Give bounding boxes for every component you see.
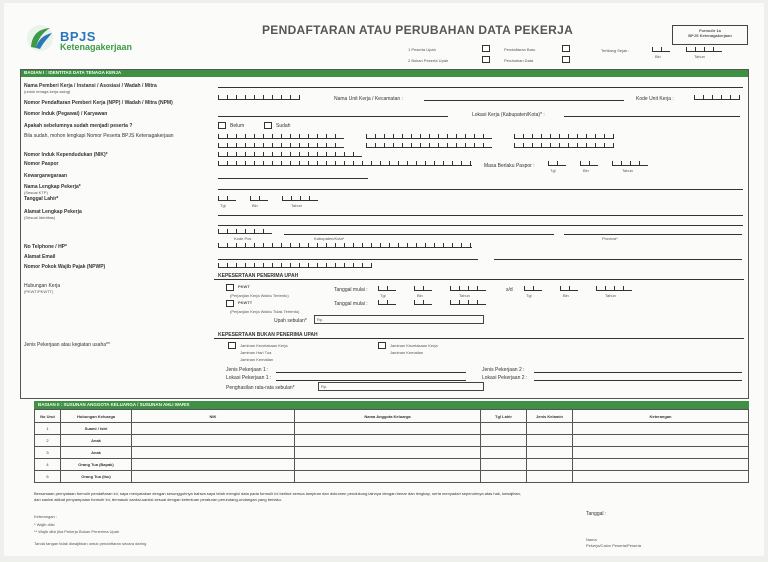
checkbox-jkk2[interactable] bbox=[378, 342, 386, 349]
th-no: No Urut bbox=[35, 410, 61, 423]
mulai-part-bln: Bln bbox=[417, 293, 423, 298]
lahir-part-thn: Tahun bbox=[291, 203, 302, 208]
th-tgl-lahir: Tgl Lahir bbox=[481, 410, 527, 423]
paspor-part-bln: Bln bbox=[583, 168, 589, 173]
row-tgl[interactable] bbox=[481, 471, 527, 483]
input-mulai-tgl[interactable] bbox=[378, 286, 396, 291]
note-wajib-bpu: ** Wajib diisi jika Pekerja Bukan Penerima Upah bbox=[34, 529, 120, 534]
signature-name: Nama bbox=[586, 537, 597, 542]
row-jk[interactable] bbox=[527, 435, 573, 447]
signature-role: Pekerja/Calon Peserta/Peserta bbox=[586, 543, 641, 548]
label-tgl-mulai-1: Tanggal mulai : bbox=[334, 287, 368, 293]
checkbox-peserta-upah[interactable] bbox=[482, 45, 490, 52]
mulai-part-thn: Tahun bbox=[459, 293, 470, 298]
note-pkwt: (PKWT/PKWTT) bbox=[24, 289, 54, 294]
form-code-1: Formulir 1a bbox=[699, 28, 721, 33]
label-paspor: Nomor Paspor bbox=[24, 161, 59, 167]
label-penghasilan: Penghasilan rata-rata sebulan* bbox=[226, 385, 295, 391]
label-sudah-peserta: Apakah sebelumnya sudah menjadi peserta ? bbox=[24, 123, 133, 129]
input-paspor-thn[interactable] bbox=[612, 161, 648, 166]
input-kode-unit[interactable] bbox=[694, 95, 740, 100]
label-telepon: No Telphone / HP* bbox=[24, 244, 67, 250]
row-tgl[interactable] bbox=[481, 459, 527, 471]
input-mulai-bln[interactable] bbox=[414, 286, 432, 291]
input-kewarganegaraan[interactable] bbox=[218, 178, 368, 179]
date-month-input[interactable] bbox=[652, 47, 670, 52]
input-alamat-1[interactable] bbox=[218, 215, 743, 216]
note-sesuai-identitas: (Sesuai Identitas) bbox=[24, 215, 56, 220]
input-akhir-tgl[interactable] bbox=[524, 286, 542, 291]
input-mulai2-thn[interactable] bbox=[450, 300, 486, 305]
option-jkk: Jaminan Kecelakaan Kerja bbox=[240, 343, 288, 348]
checkbox-pendaftaran-baru[interactable] bbox=[562, 45, 570, 52]
label-unit-kerja: Nama Unit Kerja / Kecamatan : bbox=[334, 96, 403, 102]
rp-prefix: Rp. bbox=[317, 317, 324, 322]
label-email: Alamat Email bbox=[24, 254, 56, 260]
row-hubungan: Anak bbox=[61, 447, 132, 459]
option-belum: Belum bbox=[230, 123, 245, 129]
date-year-input[interactable] bbox=[686, 47, 722, 52]
input-mulai2-tgl[interactable] bbox=[378, 300, 396, 305]
input-lahir-tgl[interactable] bbox=[218, 196, 236, 201]
form-page bbox=[4, 3, 764, 556]
option-jkm: Jaminan Kematian bbox=[240, 357, 274, 362]
section1-header: BAGIAN I : IDENTITAS DATA TENAGA KERJA bbox=[20, 69, 749, 77]
form-code-box bbox=[672, 25, 748, 45]
label-nama-pekerja: Nama Lengkap Pekerja* bbox=[24, 184, 81, 190]
label-nomor-peserta: Bila sudah, mohon lengkapi Nomor Peserta BPJS Ketenagakerjaan bbox=[24, 133, 174, 139]
label-kode-pos: Kode Pos bbox=[234, 236, 252, 241]
input-paspor-tgl[interactable] bbox=[548, 161, 566, 166]
option-jkk2: Jaminan Kecelakaan Kerja bbox=[390, 343, 438, 348]
input-nik[interactable] bbox=[218, 152, 362, 157]
option-jkm2: Jaminan Kematian bbox=[390, 350, 424, 355]
row-no: 5 bbox=[35, 471, 61, 483]
input-paspor-bln[interactable] bbox=[580, 161, 598, 166]
option-perubahan-data: Perubahan Data bbox=[504, 58, 534, 63]
input-akhir-bln[interactable] bbox=[560, 286, 578, 291]
option-peserta-upah: 1 Peserta Upah bbox=[408, 47, 436, 52]
input-npwp[interactable] bbox=[218, 263, 372, 268]
row-no: 2 bbox=[35, 435, 61, 447]
keterangan-label: Keterangan : bbox=[34, 514, 57, 519]
th-nik: NIK bbox=[132, 410, 295, 423]
note-pkwt-desc: (Perjanjian Kerja Waktu Tertentu) bbox=[230, 293, 289, 298]
input-upah-sebulan[interactable] bbox=[314, 315, 484, 324]
row-nik[interactable] bbox=[132, 471, 295, 483]
checkbox-pkwt[interactable] bbox=[226, 284, 234, 291]
label-kode-unit: Kode Unit Kerja : bbox=[636, 96, 674, 102]
checkbox-sudah[interactable] bbox=[264, 122, 272, 129]
table-row bbox=[35, 435, 749, 447]
label-npp: Nomor Pendaftaran Pemberi Kerja (NPP) / Wadah / Mitra (NPM) bbox=[24, 100, 173, 106]
row-nama[interactable] bbox=[295, 471, 481, 483]
input-nomor-peserta-1[interactable] bbox=[218, 134, 344, 139]
row-hubungan: Orang Tua (Bapak) bbox=[61, 459, 132, 471]
label-lp2: Lokasi Pekerjaan 2 : bbox=[482, 375, 528, 381]
label-nama-pemberi: Nama Pemberi Kerja / Instansi / Asosiasi / Wadah / Mitra bbox=[24, 83, 157, 89]
row-hubungan: Anak bbox=[61, 435, 132, 447]
input-jp1[interactable] bbox=[276, 372, 466, 373]
label-jenis-pekerjaan: Jenis Pekerjaan atau kegiatan usaha** bbox=[24, 342, 110, 348]
row-tgl[interactable] bbox=[481, 447, 527, 459]
input-nomor-peserta-6[interactable] bbox=[514, 143, 614, 148]
bpjs-logo bbox=[24, 23, 174, 57]
row-no: 3 bbox=[35, 447, 61, 459]
row-hubungan: Suami / Istri bbox=[61, 423, 132, 435]
section2-header: BAGIAN II : SUSUNAN ANGGOTA KELUARGA / SUSUNAN AHLI WARIS bbox=[34, 401, 749, 409]
input-lahir-thn[interactable] bbox=[282, 196, 318, 201]
input-lokasi-kerja[interactable] bbox=[564, 116, 740, 117]
th-keterangan: Keterangan bbox=[573, 410, 749, 423]
label-hubungan-kerja: Hubungan Kerja bbox=[24, 283, 61, 289]
table-row bbox=[35, 471, 749, 483]
family-table-header bbox=[35, 410, 749, 423]
row-no: 1 bbox=[35, 423, 61, 435]
form-title: PENDAFTARAN ATAU PERUBAHAN DATA PEKERJA bbox=[262, 23, 574, 37]
akhir-part-tgl: Tgl bbox=[526, 293, 532, 298]
note-tanda-tangan: Tanda tangan tidak diwajibkan untuk pendaftaran secara daring bbox=[34, 541, 147, 546]
label-kabkota: Kabupaten/Kota* bbox=[314, 236, 345, 241]
row-nik[interactable] bbox=[132, 447, 295, 459]
option-pendaftaran-baru: Pendaftaran Baru bbox=[504, 47, 536, 52]
label-lokasi-kerja: Lokasi Kerja (Kabupaten/Kota)* : bbox=[472, 112, 545, 118]
label-alamat: Alamat Lengkap Pekerja bbox=[24, 209, 82, 215]
row-tgl[interactable] bbox=[481, 435, 527, 447]
input-alamat-2[interactable] bbox=[218, 225, 743, 226]
option-pkwtt: PKWTT bbox=[238, 300, 253, 305]
input-email-1[interactable] bbox=[218, 259, 478, 260]
row-tgl[interactable] bbox=[481, 423, 527, 435]
table-row bbox=[35, 423, 749, 435]
label-kewarganegaraan: Kewarganegaraan bbox=[24, 173, 68, 179]
family-table bbox=[34, 409, 749, 483]
akhir-part-thn: Tahun bbox=[605, 293, 616, 298]
checkbox-pkwtt[interactable] bbox=[226, 300, 234, 307]
label-upah-sebulan: Upah sebulan* bbox=[274, 318, 307, 324]
label-jp2: Jenis Pekerjaan 2 : bbox=[482, 367, 525, 373]
input-mulai2-bln[interactable] bbox=[414, 300, 432, 305]
input-nomor-peserta-2[interactable] bbox=[366, 134, 492, 139]
logo-text: BPJS bbox=[60, 29, 96, 44]
checkbox-bukan-peserta[interactable] bbox=[482, 56, 490, 63]
rp-prefix-2: Rp. bbox=[321, 384, 328, 389]
input-mulai-thn[interactable] bbox=[450, 286, 486, 291]
option-jht: Jaminan Hari Tua bbox=[240, 350, 272, 355]
input-nomor-induk[interactable] bbox=[218, 116, 448, 117]
label-provinsi: Provinsi* bbox=[602, 236, 618, 241]
form-code-2: BPJS Ketenagakerjaan bbox=[688, 33, 732, 38]
row-nik[interactable] bbox=[132, 459, 295, 471]
table-row bbox=[35, 459, 749, 471]
input-kabkota[interactable] bbox=[284, 234, 554, 235]
input-provinsi[interactable] bbox=[564, 234, 742, 235]
input-nomor-peserta-5[interactable] bbox=[366, 143, 492, 148]
input-email-2[interactable] bbox=[494, 259, 742, 260]
upah-title: KEPESERTAAN PENERIMA UPAH bbox=[218, 273, 299, 279]
checkbox-belum[interactable] bbox=[218, 122, 226, 129]
option-bukan-peserta: 2 Bukan Peserta Upah bbox=[408, 58, 449, 63]
th-nama: Nama Anggota Keluarga bbox=[295, 410, 481, 423]
upah-title-rule bbox=[214, 279, 744, 280]
input-nama-pekerja[interactable] bbox=[218, 189, 743, 190]
th-jenis-kelamin: Jenis Kelamin bbox=[527, 410, 573, 423]
label-nomor-induk: Nomor Induk (Pegawai) / Karyawan bbox=[24, 111, 108, 117]
row-jk[interactable] bbox=[527, 423, 573, 435]
input-unit-kerja[interactable] bbox=[424, 100, 624, 101]
input-lahir-bln[interactable] bbox=[250, 196, 268, 201]
label-nik: Nomor Induk Kependudukan (NIK)* bbox=[24, 152, 108, 158]
logo-subtext: Ketenagakerjaan bbox=[60, 42, 133, 52]
row-ket[interactable] bbox=[573, 471, 749, 483]
lahir-part-tgl: Tgl bbox=[220, 203, 226, 208]
row-nama[interactable] bbox=[295, 435, 481, 447]
input-npp[interactable] bbox=[218, 95, 300, 100]
label-npwp: Nomor Pokok Wajib Pajak (NPWP) bbox=[24, 264, 106, 270]
option-sudah: Sudah bbox=[276, 123, 291, 129]
th-hubungan: Hubungan Keluarga bbox=[61, 410, 132, 423]
label-masa-paspor: Masa Berlaku Paspor : bbox=[484, 163, 535, 169]
date-part-tahun: Tahun bbox=[694, 54, 705, 59]
input-nomor-peserta-3[interactable] bbox=[514, 134, 614, 139]
row-jk[interactable] bbox=[527, 447, 573, 459]
input-telepon[interactable] bbox=[218, 243, 472, 248]
row-nama[interactable] bbox=[295, 423, 481, 435]
input-nama-pemberi[interactable] bbox=[218, 87, 743, 88]
table-row bbox=[35, 447, 749, 459]
bpu-title-rule bbox=[214, 338, 744, 339]
row-nama[interactable] bbox=[295, 447, 481, 459]
row-ket[interactable] bbox=[573, 459, 749, 471]
input-kode-pos[interactable] bbox=[218, 229, 272, 234]
row-nik[interactable] bbox=[132, 435, 295, 447]
input-lp1[interactable] bbox=[276, 380, 466, 381]
bpjs-logo-icon bbox=[24, 23, 56, 53]
tanggal-label: Tanggal : bbox=[586, 511, 607, 517]
row-ket[interactable] bbox=[573, 435, 749, 447]
input-penghasilan[interactable] bbox=[318, 382, 484, 391]
label-tanggal-lahir: Tanggal Lahir* bbox=[24, 196, 59, 202]
input-jp2[interactable] bbox=[534, 372, 742, 373]
checkbox-perubahan-data[interactable] bbox=[562, 56, 570, 63]
option-pkwt: PKWT bbox=[238, 284, 250, 289]
label-jp1: Jenis Pekerjaan 1 : bbox=[226, 367, 269, 373]
statement-text-2: dan sanksi akibat penyampaian formulir ini, termasuk sanksi-sanksi sesuai dengan ketentuan peraturan perundang-undangan yang berlaku. bbox=[34, 497, 282, 502]
input-nomor-peserta-4[interactable] bbox=[218, 143, 344, 148]
row-ket[interactable] bbox=[573, 447, 749, 459]
paspor-part-thn: Tahun bbox=[622, 168, 633, 173]
input-lp2[interactable] bbox=[534, 380, 742, 381]
row-nama[interactable] bbox=[295, 459, 481, 471]
date-part-bln: Bln bbox=[655, 54, 661, 59]
input-akhir-thn[interactable] bbox=[596, 286, 632, 291]
label-tgl-mulai-2: Tanggal mulai : bbox=[334, 301, 368, 307]
row-hubungan: Orang Tua (Ibu) bbox=[61, 471, 132, 483]
label-sd: s/d bbox=[506, 287, 513, 293]
akhir-part-bln: Bln bbox=[563, 293, 569, 298]
paspor-part-tgl: Tgl bbox=[550, 168, 556, 173]
bpu-title: KEPESERTAAN BUKAN PENERIMA UPAH bbox=[218, 332, 318, 338]
date-label: Tertilang Sejak : bbox=[601, 48, 630, 53]
row-jk[interactable] bbox=[527, 471, 573, 483]
note-wajib: * Wajib diisi bbox=[34, 522, 55, 527]
statement-text: Bersamaan pernyataan formulir pendaftaran ini, saya menyatakan dengan sesungguhnya bahwa saya telah mengisi data pada formulir ini berikut semua lampiran dan dokumen pendukung lainnya dengan benar dan lengkap, serta menyadari sepenuhnya atas hak, kewajiban, bbox=[34, 491, 521, 496]
mulai-part-tgl: Tgl bbox=[380, 293, 386, 298]
note-sesuai-ktp: (Sesuai KTP) bbox=[24, 190, 48, 195]
input-paspor[interactable] bbox=[218, 161, 472, 166]
lahir-part-bln: Bln bbox=[252, 203, 258, 208]
row-nik[interactable] bbox=[132, 423, 295, 435]
label-lp1: Lokasi Pekerjaan 1 : bbox=[226, 375, 272, 381]
row-jk[interactable] bbox=[527, 459, 573, 471]
row-no: 4 bbox=[35, 459, 61, 471]
checkbox-jkk[interactable] bbox=[228, 342, 236, 349]
note-pkwtt-desc: (Perjanjian Kerja Waktu Tidak Tertentu) bbox=[230, 309, 300, 314]
note-untuk-tka: (untuk tenaga kerja asing) bbox=[24, 89, 71, 94]
row-ket[interactable] bbox=[573, 423, 749, 435]
